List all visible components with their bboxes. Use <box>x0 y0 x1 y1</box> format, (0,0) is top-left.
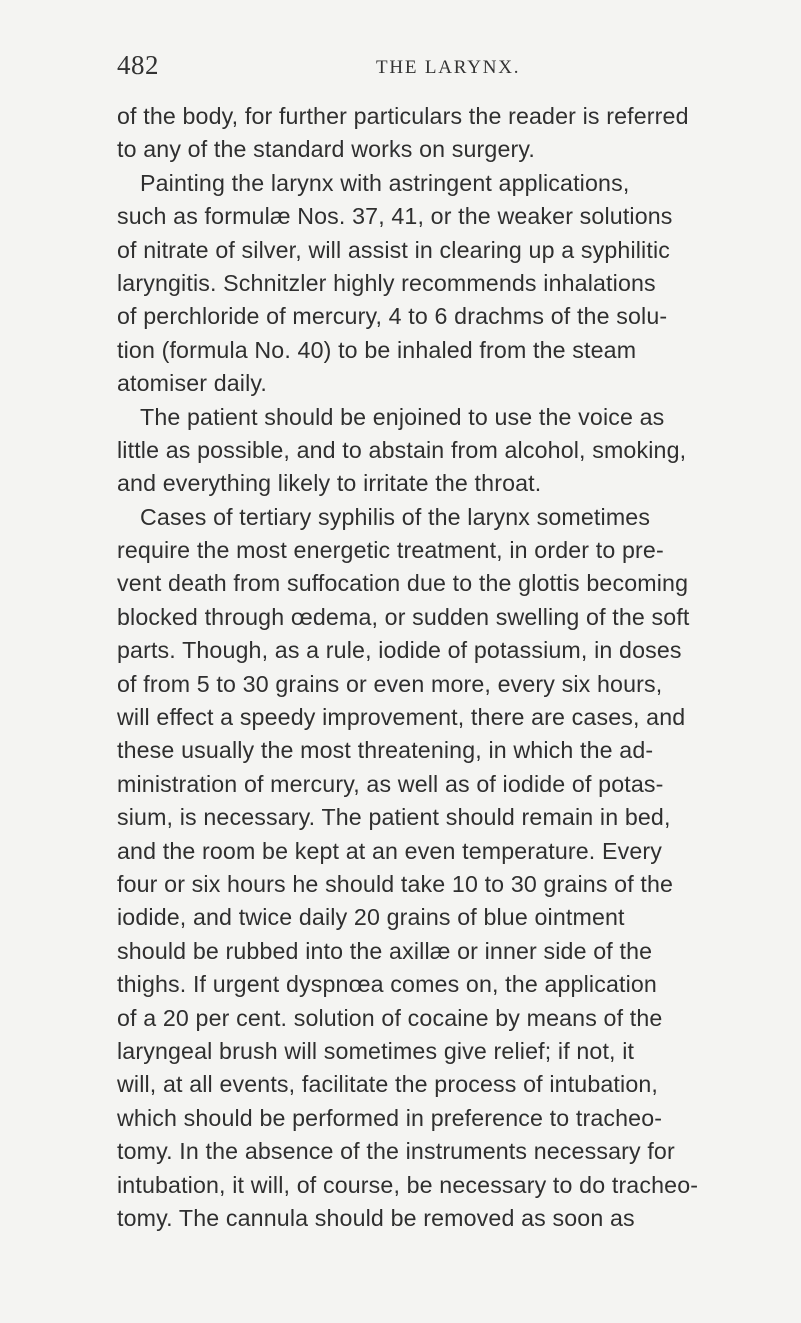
text-line: and the room be kept at an even temperature. Every <box>117 837 662 864</box>
text-line: and everything likely to irritate the throat. <box>117 470 542 497</box>
text-line: should be rubbed into the axillæ or inner side of the <box>117 937 653 964</box>
text-line: ministration of mercury, as well as of iodide of potas- <box>117 770 664 797</box>
text-line: sium, is necessary. The patient should remain in bed, <box>117 804 671 831</box>
text-line: of the body, for further particulars the reader is referred <box>117 103 689 129</box>
page-number: 482 <box>117 50 159 80</box>
text-line: will effect a speedy improvement, there are cases, and <box>117 704 686 731</box>
text-line: will, at all events, facilitate the process of intubation, <box>117 1071 659 1098</box>
text-line: of a 20 per cent. solution of cocaine by means of the <box>117 1004 663 1031</box>
body-text <box>117 100 797 1235</box>
text-line: of perchloride of mercury, 4 to 6 drachms of the solu- <box>117 303 668 330</box>
text-line: these usually the most threatening, in which the ad- <box>117 737 654 764</box>
text-line: such as formulæ Nos. 37, 41, or the weaker solutions <box>117 203 673 230</box>
text-line: four or six hours he should take 10 to 30 grains of the <box>117 870 674 897</box>
text-line: tomy. The cannula should be removed as soon as <box>117 1204 635 1231</box>
text-line: Cases of tertiary syphilis of the larynx sometimes <box>140 503 651 530</box>
text-line: thighs. If urgent dyspnœa comes on, the application <box>117 971 657 998</box>
text-line: tion (formula No. 40) to be inhaled from the steam <box>117 336 637 363</box>
text-line: The patient should be enjoined to use the voice as <box>140 403 665 430</box>
text-line: vent death from suffocation due to the glottis becoming <box>117 570 689 597</box>
text-line: atomiser daily. <box>117 370 268 397</box>
text-line: to any of the standard works on surgery. <box>117 136 536 163</box>
text-line: require the most energetic treatment, in order to pre- <box>117 537 664 564</box>
text-line: laryngeal brush will sometimes give relief; if not, it <box>117 1037 635 1064</box>
text-line: blocked through œdema, or sudden swelling of the soft <box>117 603 690 630</box>
text-line: tomy. In the absence of the instruments necessary for <box>117 1138 675 1165</box>
text-line: of from 5 to 30 grains or even more, every six hours, <box>117 670 663 697</box>
text-line: intubation, it will, of course, be necessary to do tracheo- <box>117 1171 699 1198</box>
running-head: THE LARYNX. <box>376 57 521 78</box>
text-line: Painting the larynx with astringent applications, <box>140 169 630 196</box>
text-line: iodide, and twice daily 20 grains of blue ointment <box>117 904 625 931</box>
text-line: which should be performed in preference to tracheo- <box>117 1104 663 1131</box>
text-line: laryngitis. Schnitzler highly recommends inhalations <box>117 269 656 296</box>
text-line: parts. Though, as a rule, iodide of potassium, in doses <box>117 637 682 664</box>
text-line: little as possible, and to abstain from alcohol, smoking, <box>117 436 687 463</box>
text-line: of nitrate of silver, will assist in clearing up a syphilitic <box>117 236 670 263</box>
